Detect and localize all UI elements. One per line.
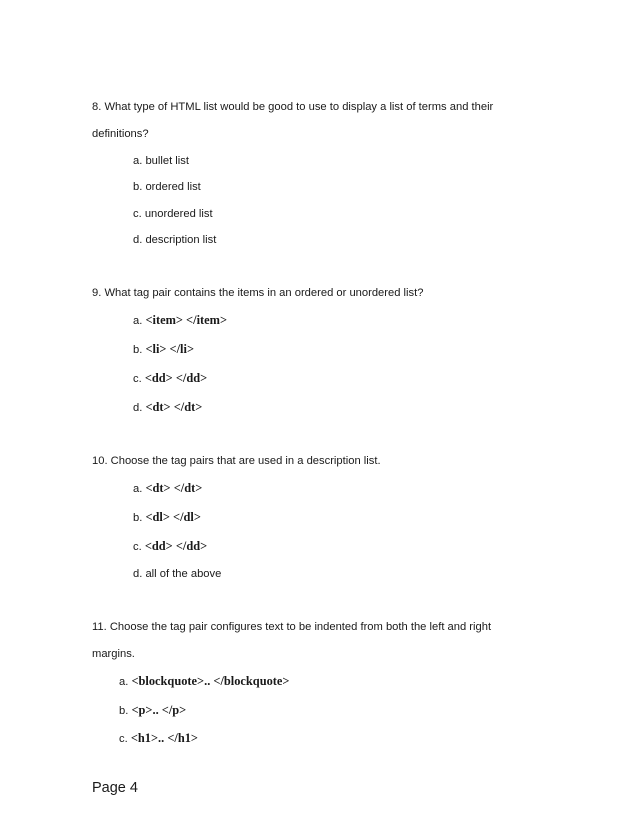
option-9c: c. <dd> </dd> bbox=[133, 371, 208, 385]
option-8d: d. description list bbox=[133, 234, 217, 246]
question-11-text-cont: margins. bbox=[92, 648, 135, 660]
option-8b: b. ordered list bbox=[133, 181, 201, 193]
option-10b: b. <dl> </dl> bbox=[133, 510, 201, 524]
page-number: Page 4 bbox=[92, 780, 138, 796]
option-10c: c. <dd> </dd> bbox=[133, 539, 208, 553]
option-11a: a. <blockquote>.. </blockquote> bbox=[119, 674, 290, 688]
option-9d: d. <dt> </dt> bbox=[133, 400, 203, 414]
option-8c: c. unordered list bbox=[133, 208, 213, 220]
option-10d: d. all of the above bbox=[133, 568, 222, 580]
question-8-text: 8. What type of HTML list would be good to use to display a list of terms and their bbox=[92, 101, 494, 113]
option-9b: b. <li> </li> bbox=[133, 342, 195, 356]
question-11-text: 11. Choose the tag pair configures text to be indented from both the left and right bbox=[92, 621, 492, 633]
question-9-text: 9. What tag pair contains the items in an ordered or unordered list? bbox=[92, 287, 424, 299]
question-10-text: 10. Choose the tag pairs that are used in a description list. bbox=[92, 455, 381, 467]
option-11b: b. <p>.. </p> bbox=[119, 703, 187, 717]
option-8a: a. bullet list bbox=[133, 155, 189, 167]
option-10a: a. <dt> </dt> bbox=[133, 481, 203, 495]
option-9a: a. <item> </item> bbox=[133, 313, 228, 327]
option-11c: c. <h1>.. </h1> bbox=[119, 731, 198, 745]
question-8-text-cont: definitions? bbox=[92, 128, 149, 140]
